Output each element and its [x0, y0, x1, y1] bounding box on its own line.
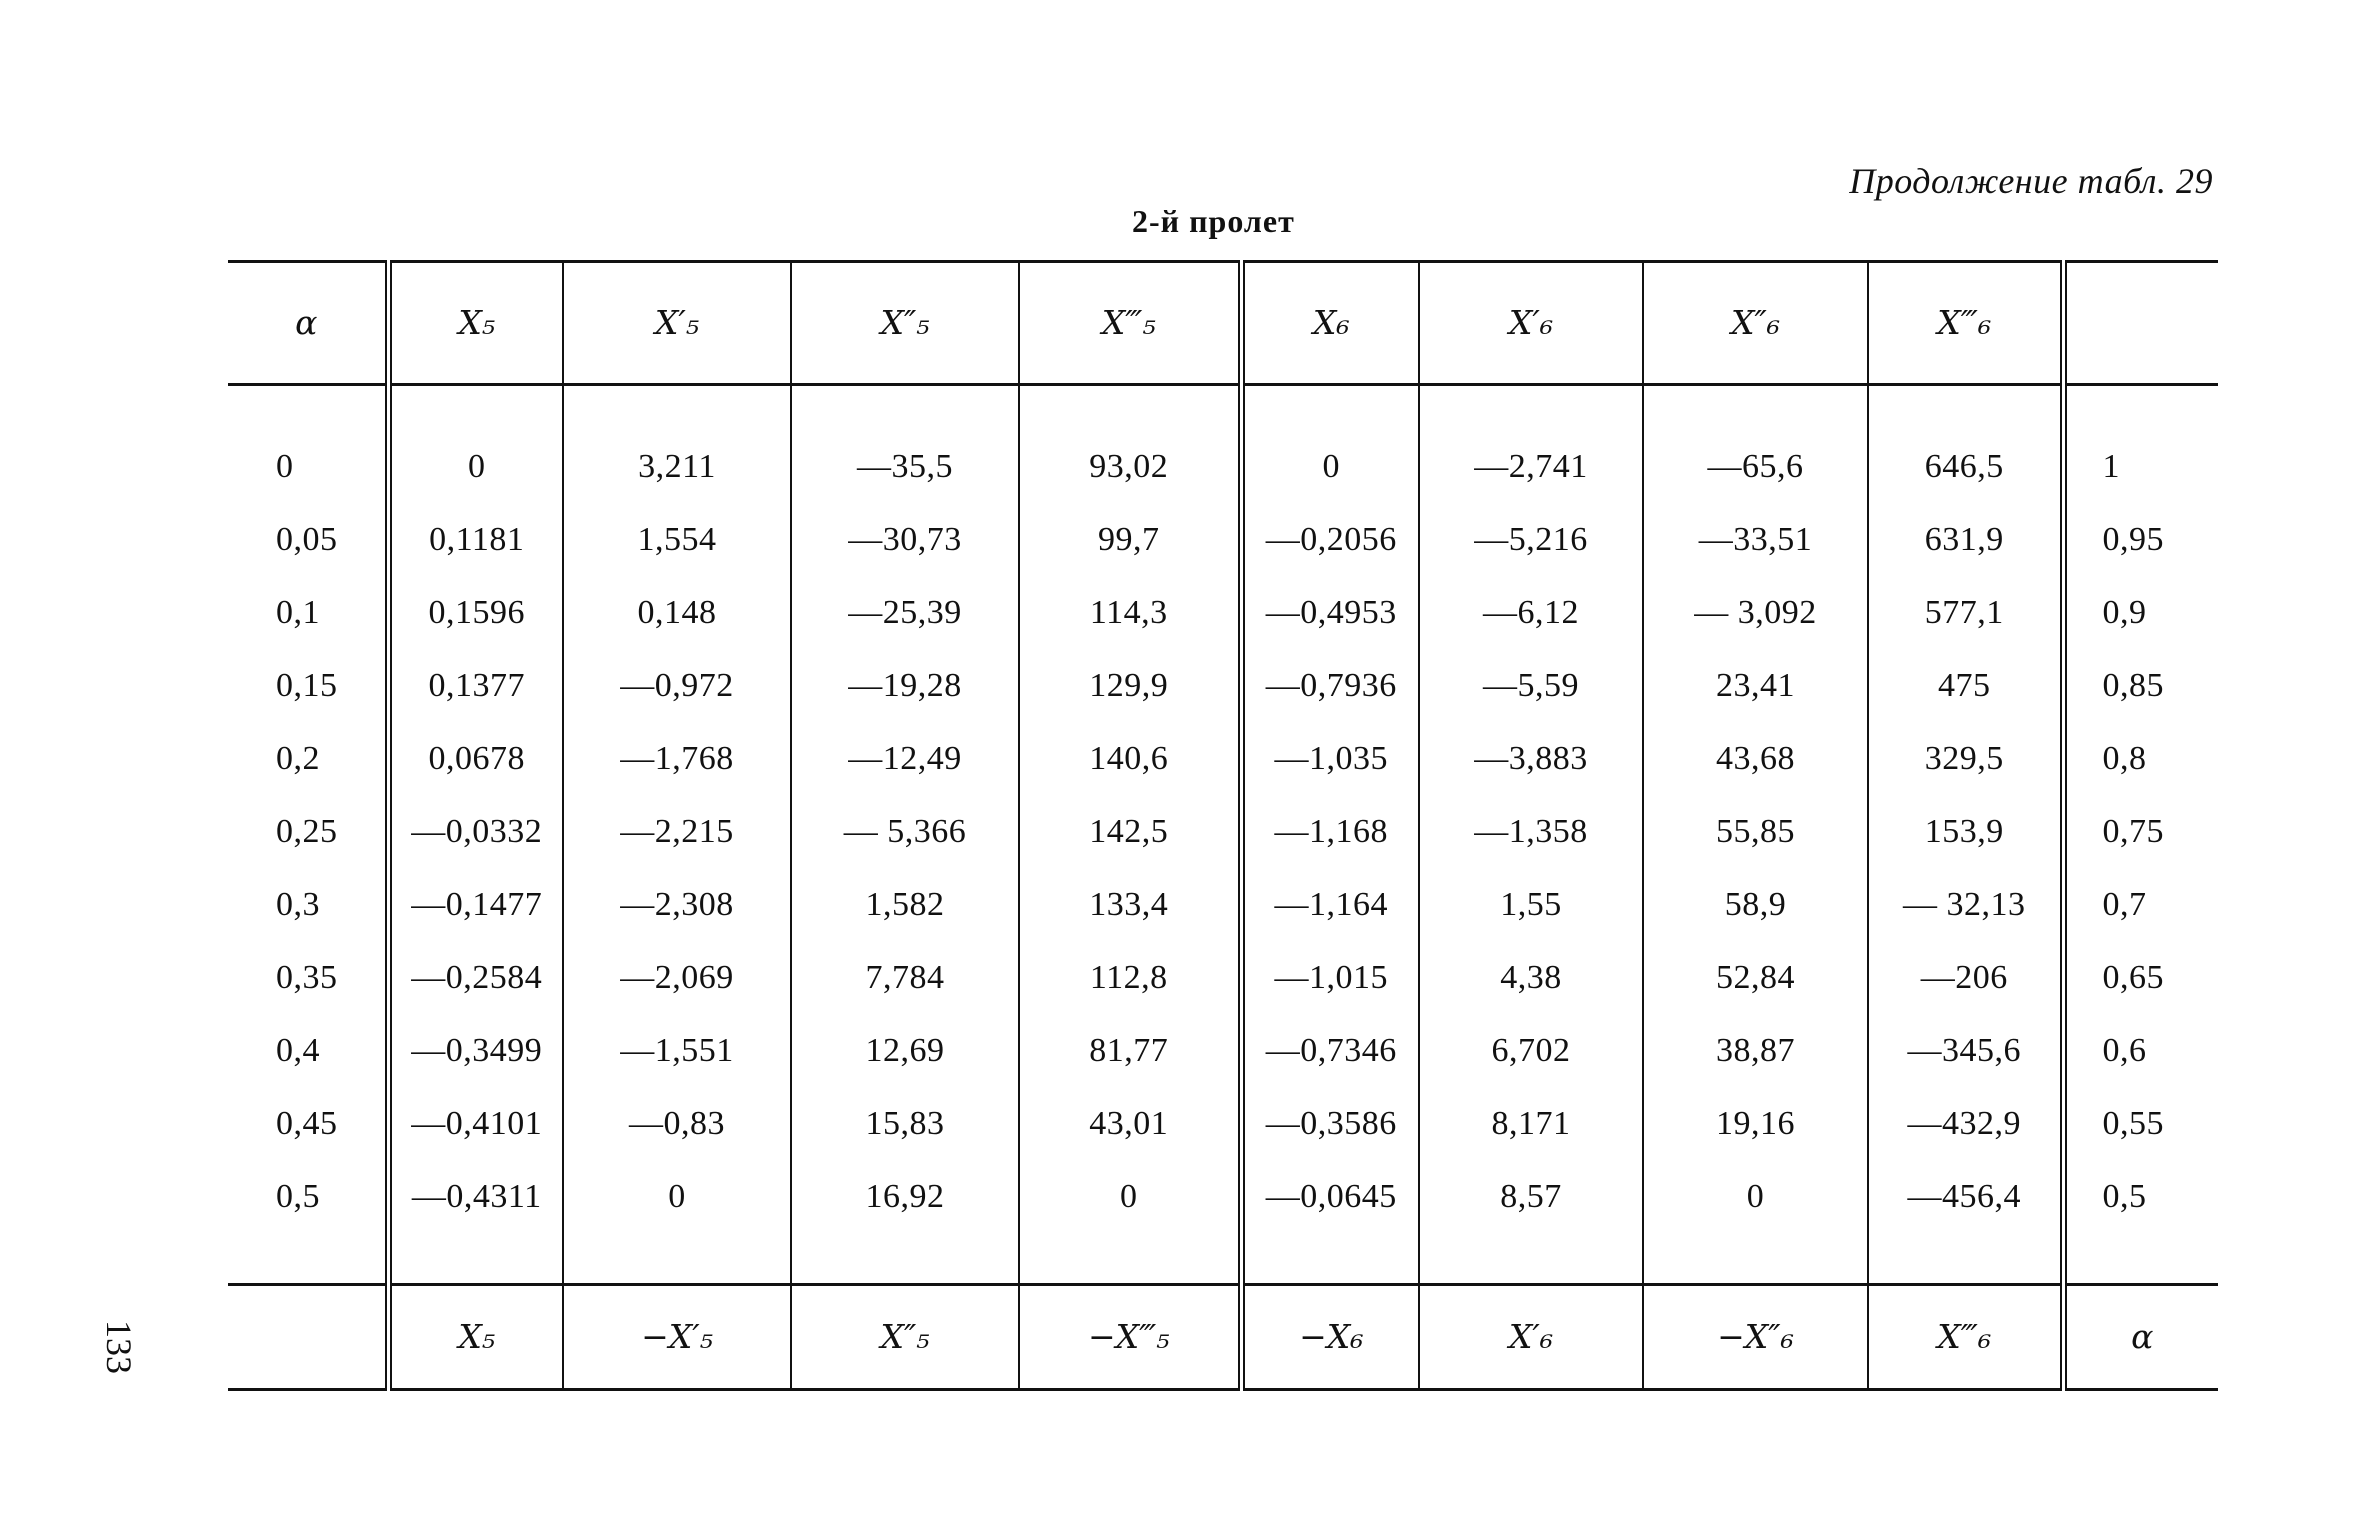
cell-alpha: 0,05: [276, 520, 338, 558]
cell-alpha-complement: 1: [2063, 430, 2218, 503]
cell-x6: —0,3586: [1241, 1087, 1419, 1160]
cell-x6-double-prime: — 3,092: [1643, 576, 1868, 649]
cell-x6: —0,7346: [1241, 1014, 1419, 1087]
cell-x5-double-prime: —25,39: [791, 576, 1019, 649]
header-cell-x6-triple-prime: X‴₆: [1868, 262, 2063, 385]
cell-x6: —1,168: [1241, 795, 1419, 868]
cell-x6-triple-prime: —456,4: [1868, 1160, 2063, 1233]
cell-x6-double-prime: —33,51: [1643, 503, 1868, 576]
cell-x6-triple-prime: 475: [1868, 649, 2063, 722]
cell-x5: —0,1477: [388, 868, 563, 941]
cell-alpha: 0,3: [276, 885, 320, 923]
cell-alpha: 0,15: [276, 666, 338, 704]
header-cell-x6-prime: X′₆: [1419, 262, 1643, 385]
cell-alpha: 0,25: [276, 812, 338, 850]
header-cell-x5-prime: X′₅: [563, 262, 791, 385]
table-row: [228, 722, 2218, 795]
cell-x6-double-prime: 43,68: [1643, 722, 1868, 795]
cell-alpha-complement: 0,5: [2063, 1160, 2218, 1233]
cell-x6: —0,2056: [1241, 503, 1419, 576]
cell-x5-double-prime: 1,582: [791, 868, 1019, 941]
cell-x5: —0,3499: [388, 1014, 563, 1087]
cell-x5: 0,0678: [388, 722, 563, 795]
cell-x6: —1,164: [1241, 868, 1419, 941]
cell-x6: 0: [1241, 430, 1419, 503]
cell-x5-prime: —0,972: [563, 649, 791, 722]
cell-x6-double-prime: 38,87: [1643, 1014, 1868, 1087]
cell-x6-double-prime: 55,85: [1643, 795, 1868, 868]
cell-alpha: 0: [276, 447, 294, 485]
cell-x5-double-prime: —30,73: [791, 503, 1019, 576]
cell-x6-triple-prime: 153,9: [1868, 795, 2063, 868]
table-body: [228, 385, 2218, 1285]
cell-x5-triple-prime: 81,77: [1019, 1014, 1241, 1087]
cell-x5-prime: 0,148: [563, 576, 791, 649]
cell-x5-prime: 0: [563, 1160, 791, 1233]
cell-x6-prime: 4,38: [1419, 941, 1643, 1014]
header-cell-x6-double-prime: X″₆: [1643, 262, 1868, 385]
footer-cell-alpha: α: [2063, 1285, 2218, 1390]
cell-alpha-complement: 0,85: [2063, 649, 2218, 722]
cell-x5-double-prime: —12,49: [791, 722, 1019, 795]
cell-x5-double-prime: 12,69: [791, 1014, 1019, 1087]
cell-x5-prime: —2,308: [563, 868, 791, 941]
cell-x6-triple-prime: —206: [1868, 941, 2063, 1014]
table-row: [228, 503, 2218, 576]
cell-x6-prime: —5,216: [1419, 503, 1643, 576]
table-row: [228, 1014, 2218, 1087]
cell-x5-triple-prime: 93,02: [1019, 430, 1241, 503]
cell-x6-double-prime: 23,41: [1643, 649, 1868, 722]
cell-x5-double-prime: 7,784: [791, 941, 1019, 1014]
cell-x5-triple-prime: 43,01: [1019, 1087, 1241, 1160]
table-row: [228, 430, 2218, 503]
cell-x6-triple-prime: 646,5: [1868, 430, 2063, 503]
footer-cell-neg-x6-double-prime: −X″₆: [1643, 1285, 1868, 1390]
cell-x5-double-prime: —19,28: [791, 649, 1019, 722]
cell-x5-triple-prime: 129,9: [1019, 649, 1241, 722]
cell-x5-double-prime: —35,5: [791, 430, 1019, 503]
table-row: [228, 576, 2218, 649]
spacer-row: [228, 385, 2218, 431]
cell-alpha: 0,35: [276, 958, 338, 996]
footer-cell-x6-triple-prime: X‴₆: [1868, 1285, 2063, 1390]
cell-x5-triple-prime: 133,4: [1019, 868, 1241, 941]
cell-x5-prime: —0,83: [563, 1087, 791, 1160]
cell-alpha: 0,45: [276, 1104, 338, 1142]
cell-x5-double-prime: 15,83: [791, 1087, 1019, 1160]
spacer-row: [228, 1233, 2218, 1285]
footer-cell-x6-prime: X′₆: [1419, 1285, 1643, 1390]
table-row: [228, 1087, 2218, 1160]
footer-cell-neg-x5-triple-prime: −X‴₅: [1019, 1285, 1241, 1390]
header-row: [228, 262, 2218, 385]
cell-x5: 0,1377: [388, 649, 563, 722]
table-row: [228, 1160, 2218, 1233]
cell-x5-triple-prime: 140,6: [1019, 722, 1241, 795]
cell-x5-triple-prime: 0: [1019, 1160, 1241, 1233]
cell-alpha: 0,1: [276, 593, 320, 631]
footer-cell-blank: [228, 1285, 388, 1390]
table-continuation-note: Продолжение табл. 29: [1849, 161, 2213, 201]
data-table: [228, 260, 2218, 1391]
cell-x5: —0,4311: [388, 1160, 563, 1233]
cell-x5: —0,4101: [388, 1087, 563, 1160]
footer-cell-neg-x5-prime: −X′₅: [563, 1285, 791, 1390]
cell-alpha-complement: 0,6: [2063, 1014, 2218, 1087]
cell-x6-double-prime: 52,84: [1643, 941, 1868, 1014]
cell-alpha-complement: 0,8: [2063, 722, 2218, 795]
data-table-container: [228, 260, 2218, 1391]
cell-x6-prime: —3,883: [1419, 722, 1643, 795]
cell-alpha-complement: 0,75: [2063, 795, 2218, 868]
cell-alpha: 0,2: [276, 739, 320, 777]
cell-x6-prime: —1,358: [1419, 795, 1643, 868]
cell-x5-prime: —1,768: [563, 722, 791, 795]
cell-x5-triple-prime: 112,8: [1019, 941, 1241, 1014]
cell-x5-double-prime: — 5,366: [791, 795, 1019, 868]
cell-x6: —1,015: [1241, 941, 1419, 1014]
header-cell-x5-double-prime: X″₅: [791, 262, 1019, 385]
cell-x5-prime: —1,551: [563, 1014, 791, 1087]
cell-x5-prime: 3,211: [563, 430, 791, 503]
header-cell-blank: [2063, 262, 2218, 385]
cell-x6-prime: —5,59: [1419, 649, 1643, 722]
cell-alpha-complement: 0,65: [2063, 941, 2218, 1014]
cell-x6-triple-prime: — 32,13: [1868, 868, 2063, 941]
cell-x5-triple-prime: 142,5: [1019, 795, 1241, 868]
cell-x6-triple-prime: 577,1: [1868, 576, 2063, 649]
cell-x5-prime: —2,069: [563, 941, 791, 1014]
cell-x6-triple-prime: 631,9: [1868, 503, 2063, 576]
cell-x6: —0,4953: [1241, 576, 1419, 649]
cell-x6-prime: 8,171: [1419, 1087, 1643, 1160]
cell-x6-prime: 6,702: [1419, 1014, 1643, 1087]
cell-x5-triple-prime: 99,7: [1019, 503, 1241, 576]
footer-cell-neg-x6: −X₆: [1241, 1285, 1419, 1390]
cell-alpha-complement: 0,55: [2063, 1087, 2218, 1160]
cell-x6-double-prime: —65,6: [1643, 430, 1868, 503]
cell-x6-double-prime: 19,16: [1643, 1087, 1868, 1160]
cell-alpha-complement: 0,95: [2063, 503, 2218, 576]
cell-x6-prime: 1,55: [1419, 868, 1643, 941]
cell-x6-prime: 8,57: [1419, 1160, 1643, 1233]
cell-x6-prime: —6,12: [1419, 576, 1643, 649]
cell-x6-prime: —2,741: [1419, 430, 1643, 503]
cell-x5-prime: 1,554: [563, 503, 791, 576]
cell-x6-triple-prime: —345,6: [1868, 1014, 2063, 1087]
cell-x6-triple-prime: 329,5: [1868, 722, 2063, 795]
page-number: 133: [99, 1320, 139, 1374]
header-cell-x6: X₆: [1241, 262, 1419, 385]
cell-alpha-complement: 0,9: [2063, 576, 2218, 649]
cell-x6-double-prime: 0: [1643, 1160, 1868, 1233]
footer-row: [228, 1285, 2218, 1390]
table-row: [228, 868, 2218, 941]
cell-x6-triple-prime: —432,9: [1868, 1087, 2063, 1160]
table-row: [228, 795, 2218, 868]
cell-x5: —0,2584: [388, 941, 563, 1014]
cell-x5-prime: —2,215: [563, 795, 791, 868]
footer-cell-x5: X₅: [388, 1285, 563, 1390]
cell-x5: 0,1596: [388, 576, 563, 649]
cell-alpha: 0,4: [276, 1031, 320, 1069]
header-cell-alpha: α: [228, 262, 388, 385]
footer-cell-x5-double-prime: X″₅: [791, 1285, 1019, 1390]
table-row: [228, 649, 2218, 722]
cell-x6: —0,0645: [1241, 1160, 1419, 1233]
cell-x5: —0,0332: [388, 795, 563, 868]
span-title: 2-й пролет: [1132, 203, 1295, 239]
cell-alpha: 0,5: [276, 1177, 320, 1215]
cell-alpha-complement: 0,7: [2063, 868, 2218, 941]
cell-x5-double-prime: 16,92: [791, 1160, 1019, 1233]
cell-x5: 0: [388, 430, 563, 503]
cell-x5-triple-prime: 114,3: [1019, 576, 1241, 649]
cell-x6-double-prime: 58,9: [1643, 868, 1868, 941]
table-row: [228, 941, 2218, 1014]
header-cell-x5-triple-prime: X‴₅: [1019, 262, 1241, 385]
cell-x6: —0,7936: [1241, 649, 1419, 722]
cell-x5: 0,1181: [388, 503, 563, 576]
cell-x6: —1,035: [1241, 722, 1419, 795]
header-cell-x5: X₅: [388, 262, 563, 385]
